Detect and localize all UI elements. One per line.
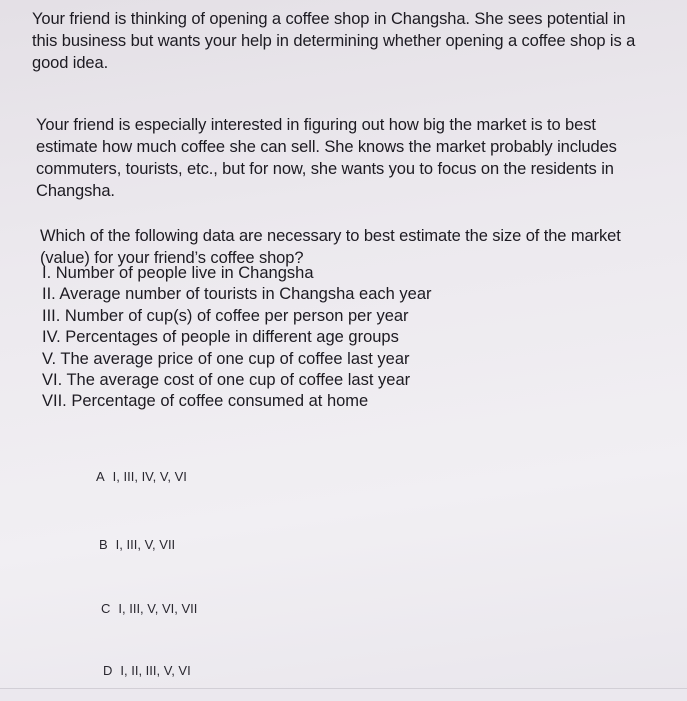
answer-option-d[interactable] <box>103 661 197 680</box>
option-letter: B <box>99 537 108 552</box>
list-item: V. The average price of one cup of coffee last year <box>42 349 410 368</box>
option-text: I, III, V, VII <box>115 537 176 552</box>
data-items-list <box>42 263 432 413</box>
context-line: estimate how much coffee she can sell. She knows the market probably includes <box>36 138 617 156</box>
option-letter: D <box>103 663 113 678</box>
list-item: II. Average number of tourists in Changsha each year <box>42 285 432 304</box>
option-text: I, III, IV, V, VI <box>112 469 187 484</box>
context-line: Your friend is especially interested in figuring out how big the market is to best <box>36 116 596 134</box>
answer-option-b[interactable] <box>99 535 181 554</box>
option-letter: C <box>101 601 111 616</box>
option-letter: A <box>96 469 105 484</box>
list-item: VII. Percentage of coffee consumed at home <box>42 392 369 411</box>
intro-paragraph <box>32 8 672 74</box>
answer-option-c[interactable] <box>101 599 203 618</box>
intro-line: good idea. <box>32 54 109 72</box>
context-line: Changsha. <box>36 182 115 200</box>
intro-line: Your friend is thinking of opening a coffee shop in Changsha. She sees potential in <box>32 10 626 28</box>
question-line: (value) for your friend’s coffee shop? <box>40 249 304 267</box>
answer-option-a[interactable] <box>96 467 193 486</box>
list-item: I. Number of people live in Changsha <box>42 264 314 282</box>
option-text: I, II, III, V, VI <box>120 663 191 678</box>
list-item: VI. The average cost of one cup of coffee last year <box>42 371 411 390</box>
list-item: IV. Percentages of people in different age groups <box>42 328 399 347</box>
context-paragraph <box>36 114 676 202</box>
list-item: III. Number of cup(s) of coffee per person per year <box>42 306 409 325</box>
question-line: Which of the following data are necessary to best estimate the size of the market <box>40 227 621 245</box>
bottom-edge <box>0 688 687 701</box>
context-line: commuters, tourists, etc., but for now, she wants you to focus on the residents in <box>36 160 614 178</box>
option-text: I, III, V, VI, VII <box>118 601 198 616</box>
intro-line: this business but wants your help in determining whether opening a coffee shop is a <box>32 32 636 50</box>
